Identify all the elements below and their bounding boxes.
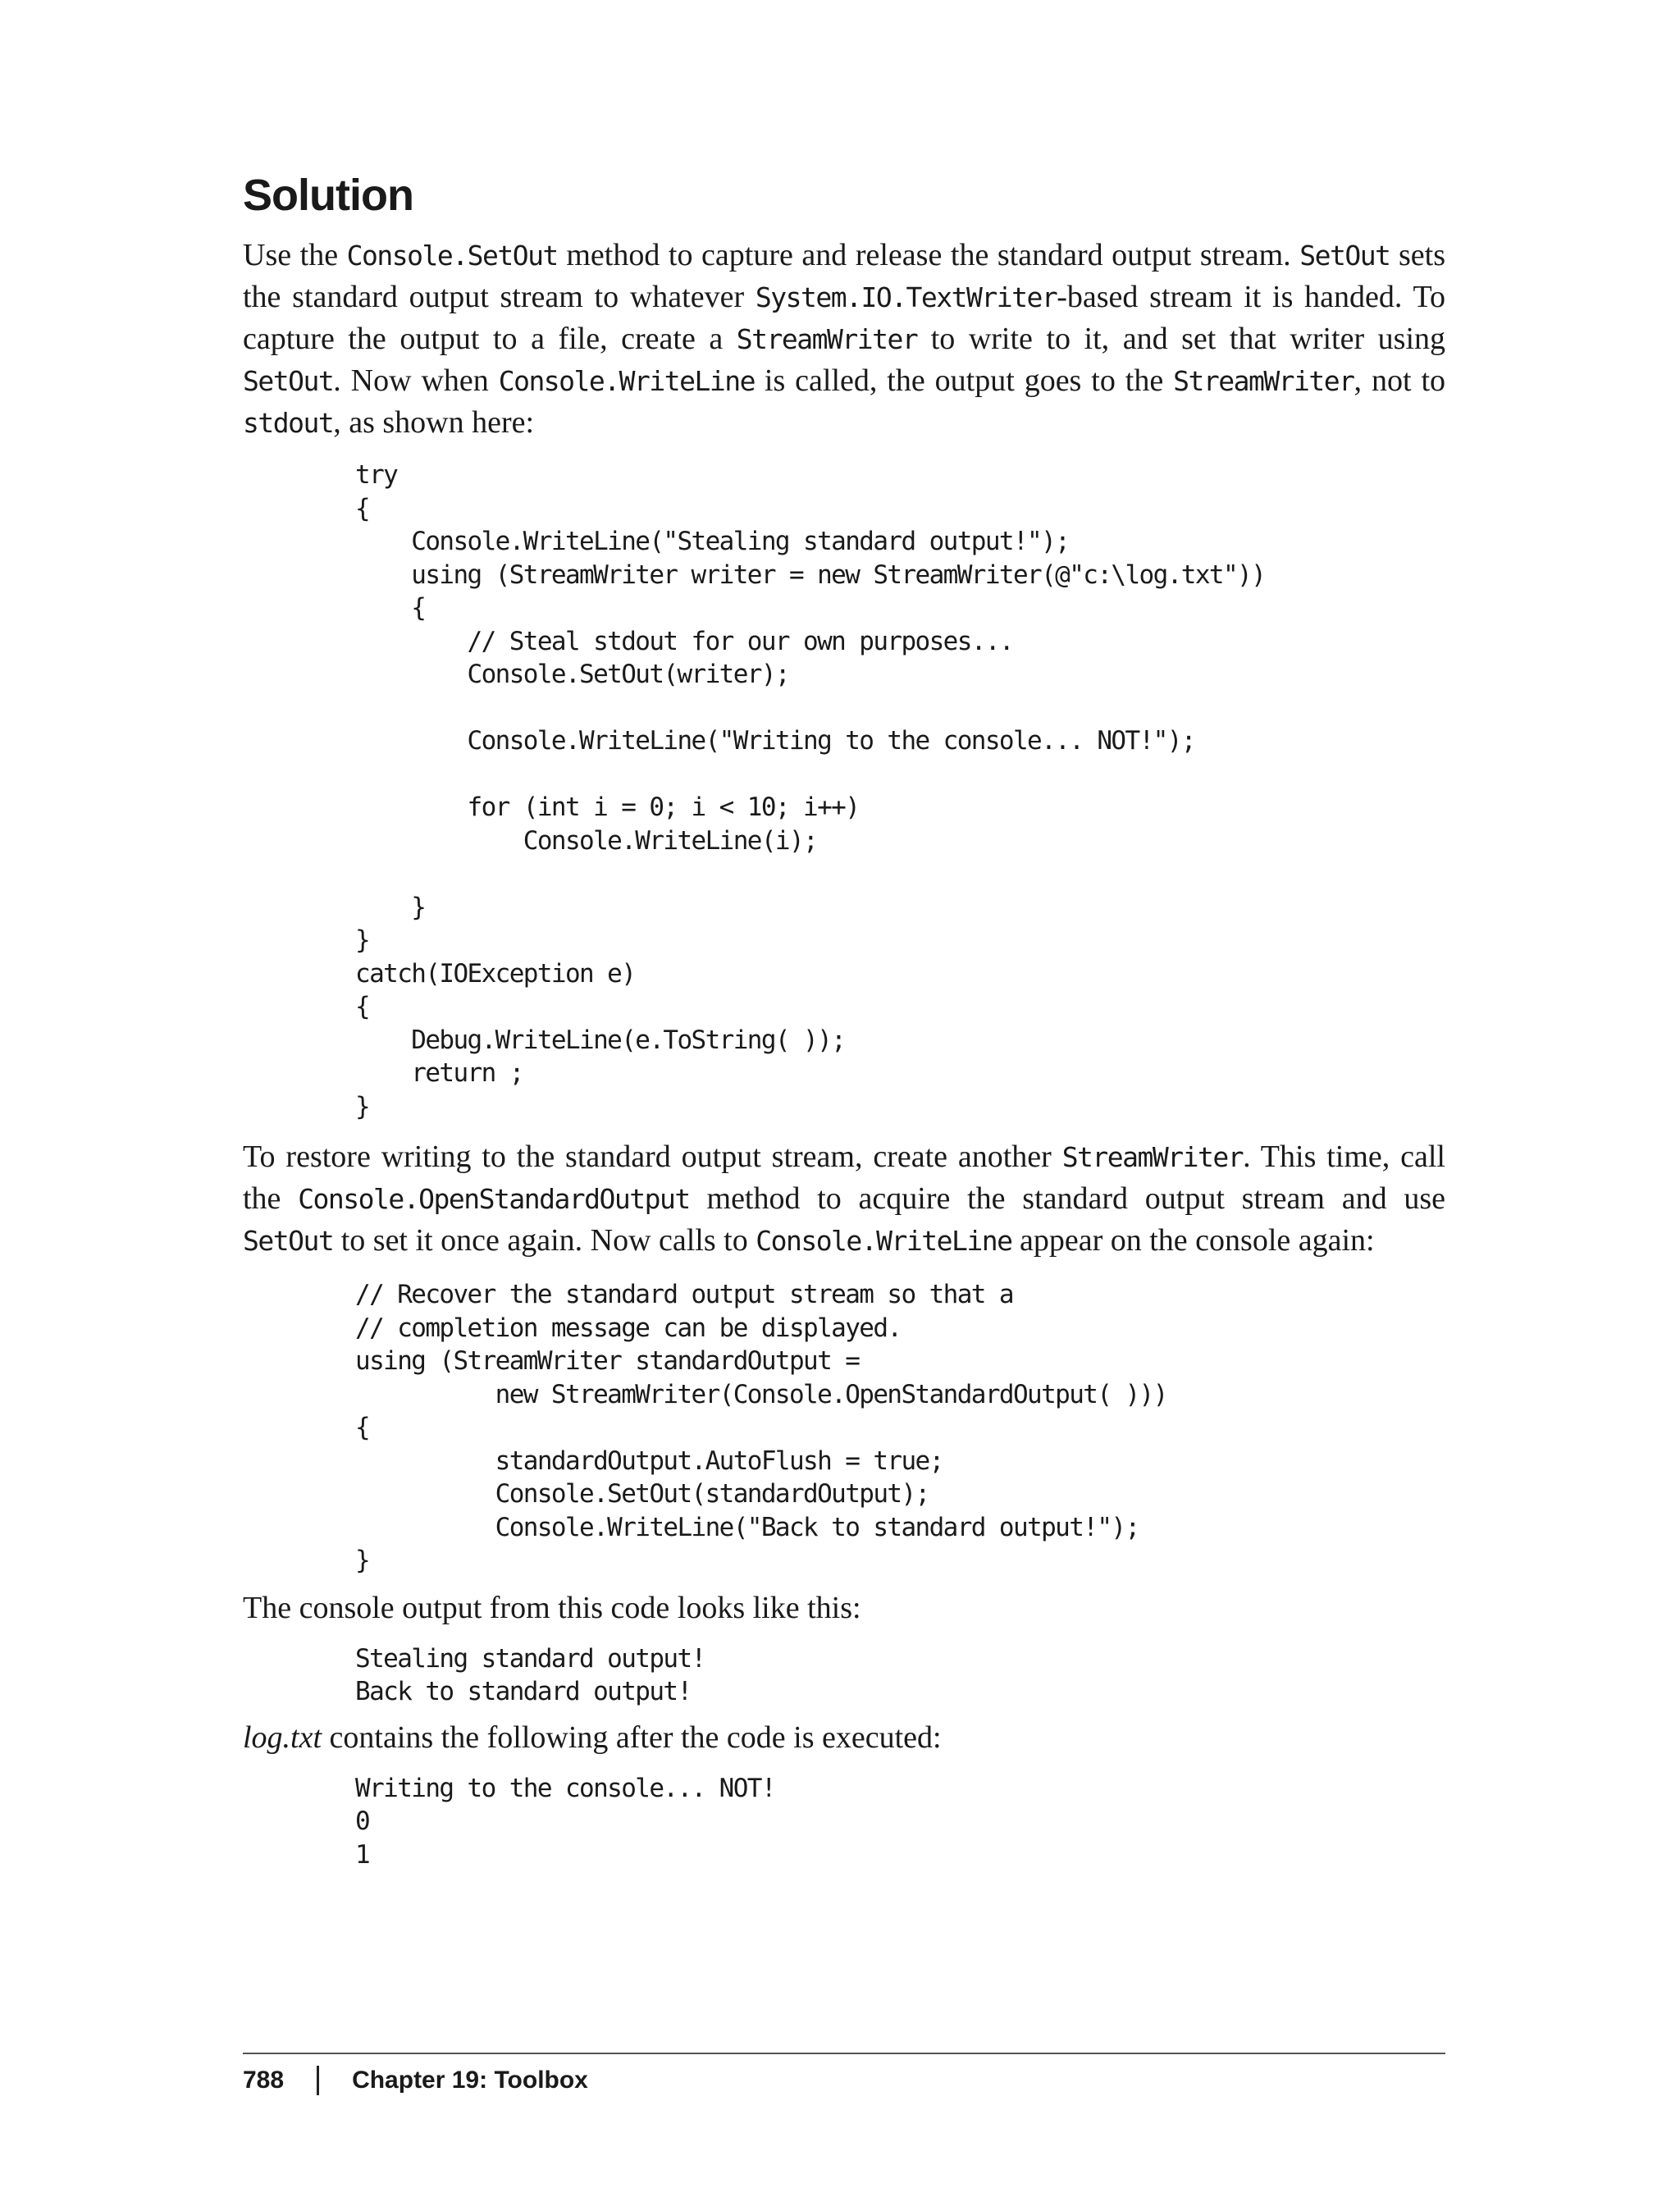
inline-code: StreamWriter xyxy=(1173,365,1354,397)
inline-text: to write to it, and set that writer using xyxy=(917,322,1446,356)
inline-code: Console.WriteLine xyxy=(756,1225,1012,1257)
inline-code: Console.SetOut xyxy=(346,240,558,272)
inline-code: StreamWriter xyxy=(736,323,918,355)
inline-text: is called, the output goes to the xyxy=(754,363,1174,398)
paragraph-restore-stdout xyxy=(243,1136,1445,1262)
inline-text: Use the xyxy=(243,238,347,272)
inline-code: System.IO.TextWriter xyxy=(755,281,1057,313)
code-listing-capture-stdout: try { Console.WriteLine("Stealing standard output!"); using (StreamWriter writer = new StreamWriter(@"c:\log.txt")) { // Steal stdout for our own purposes... Console.SetOut(writer); Console.WriteLine("Writing to the console... NOT!"); for (int i = 0; i < 10; i++) Console.WriteLine(i); } } catch(IOException e) { Debug.WriteLine(e.ToString( )); return ; } xyxy=(355,460,1266,1121)
inline-text: method to acquire the standard output stream and use xyxy=(689,1181,1445,1216)
inline-code: Console.OpenStandardOutput xyxy=(298,1183,690,1215)
footer-rule xyxy=(243,2053,1445,2054)
inline-text: method to capture and release the standard output stream. xyxy=(557,238,1300,272)
paragraph-solution-intro xyxy=(243,235,1445,444)
inline-text: -based stream it is handed. To capture the output to a file, create a xyxy=(243,280,1446,356)
inline-text: sets the standard output stream to whatever xyxy=(243,238,1446,314)
page-footer xyxy=(243,2053,1445,2095)
paragraph-console-output-intro xyxy=(243,1587,1445,1629)
code-listing-console-output: Stealing standard output! Back to standard output! xyxy=(355,1643,705,1706)
inline-text: , not to xyxy=(1354,363,1445,398)
inline-code: SetOut xyxy=(243,1225,334,1257)
inline-text: The console output from this code looks like this: xyxy=(243,1590,861,1625)
inline-text: appear on the console again: xyxy=(1011,1223,1375,1258)
inline-code: StreamWriter xyxy=(1061,1141,1244,1173)
inline-code: Console.WriteLine xyxy=(498,365,755,397)
inline-code: stdout xyxy=(243,407,334,439)
page-body xyxy=(243,164,1445,1871)
inline-code: SetOut xyxy=(1299,240,1390,272)
inline-filename: log.txt xyxy=(243,1720,322,1755)
section-heading: Solution xyxy=(243,171,413,220)
footer-separator xyxy=(317,2066,319,2095)
code-listing-restore-stdout: // Recover the standard output stream so that a // completion message can be displayed. using (StreamWriter standardOutput = new StreamWriter(Console.OpenStandardOutput( ))) { standardOutput.AutoFlush = true; Console.SetOut(standardOutput); Console.WriteLine("Back to standard output!"); } xyxy=(355,1280,1167,1575)
inline-text: . Now when xyxy=(333,363,499,398)
inline-code: SetOut xyxy=(243,365,334,397)
inline-text: . This time, call the xyxy=(243,1140,1445,1216)
inline-text: to set it once again. Now calls to xyxy=(333,1223,756,1258)
footer-text xyxy=(243,2066,1445,2095)
inline-text: , as shown here: xyxy=(333,405,535,440)
page-number: 788 xyxy=(243,2067,285,2094)
code-listing-log-contents: Writing to the console... NOT! 0 1 xyxy=(355,1773,775,1870)
inline-text: contains the following after the code is executed: xyxy=(322,1720,942,1755)
chapter-title: Chapter 19: Toolbox xyxy=(352,2067,588,2094)
paragraph-log-file-intro xyxy=(243,1717,1445,1759)
inline-text: To restore writing to the standard output stream, create another xyxy=(243,1140,1062,1174)
